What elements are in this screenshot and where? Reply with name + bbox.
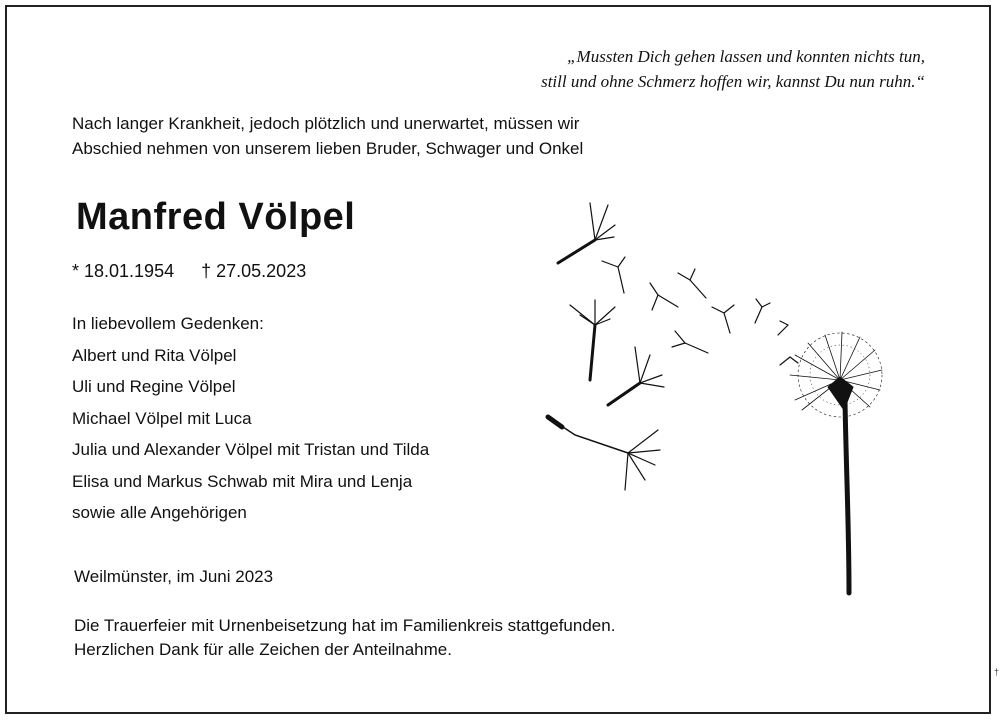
- mourner-item: Elisa und Markus Schwab mit Mira und Lenja: [72, 471, 413, 491]
- death-date: † 27.05.2023: [201, 261, 307, 281]
- intro-text: [72, 111, 583, 161]
- mourner-item: sowie alle Angehörigen: [72, 503, 247, 522]
- intro-line-2: Abschied nehmen von unserem lieben Bruder, Schwager und Onkel: [72, 139, 584, 158]
- deceased-name: Manfred Völpel: [76, 196, 356, 238]
- memorial-quote: [405, 44, 925, 94]
- mourner-item: Albert und Rita Völpel: [72, 345, 237, 365]
- mourner-item: Uli und Regine Völpel: [72, 377, 236, 396]
- corner-mark: †: [994, 667, 1000, 677]
- intro-line-1: Nach langer Krankheit, jedoch plötzlich und unerwartet, müssen wir: [72, 114, 580, 133]
- mourners-heading: In liebevollem Gedenken:: [72, 314, 264, 333]
- place-and-date: Weilmünster, im Juni 2023: [74, 567, 274, 586]
- dandelion-icon: [540, 195, 900, 605]
- mourners-list: [72, 308, 429, 529]
- mourner-item: Michael Völpel mit Luca: [72, 408, 252, 428]
- closing-line-2: Herzlichen Dank für alle Zeichen der Anteilnahme.: [74, 640, 452, 659]
- quote-line-1: „Mussten Dich gehen lassen und konnten nichts tun,: [567, 47, 925, 66]
- closing-text: [74, 614, 615, 662]
- mourner-item: Julia und Alexander Völpel mit Tristan und Tilda: [72, 440, 430, 459]
- closing-line-1: Die Trauerfeier mit Urnenbeisetzung hat im Familienkreis stattgefunden.: [74, 616, 616, 635]
- quote-line-2: still und ohne Schmerz hoffen wir, kannst Du nun ruhn.“: [541, 72, 925, 91]
- birth-date: * 18.01.1954: [72, 261, 175, 281]
- life-dates: [72, 261, 328, 282]
